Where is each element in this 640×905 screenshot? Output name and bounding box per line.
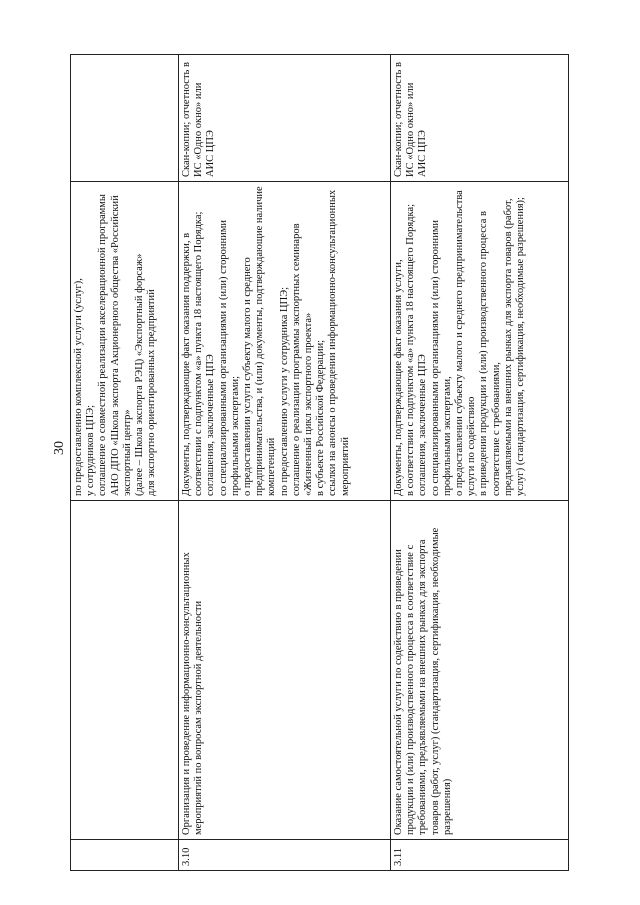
document-line: по предоставлению услуги у сотрудника ЦПЭ; (278, 286, 290, 496)
table-row (71, 55, 179, 871)
document-line: по предоставлению комплексной услуги (услуг), (73, 278, 84, 496)
service-name: Организация и проведение информационно-консультационных мероприятий по вопросам экспортной деятельности (181, 552, 205, 835)
form-cell (179, 55, 391, 182)
document-line: соглашение о реализации программы экспортных семинаров «Жизненный цикл экспортного проекта» (290, 223, 315, 496)
row-number: 3.10 (181, 847, 192, 866)
document-line: соглашения, заключенные ЦПЭ (417, 354, 429, 496)
document-line: Документы, подтверждающие факт оказания услуги, (393, 259, 404, 496)
document-line: соглашения, заключенные ЦПЭ (205, 354, 217, 496)
document-line: ссылки на анонсы о проведении информационно-консультационных мероприятий (327, 189, 351, 496)
document-line: о предоставлении субъекту малого и среднего предпринимательства услуги по содействию (454, 190, 478, 496)
document-line: о предоставлении услуги субъекту малого и среднего предпринимательства, и (или) документы, подтверждающие наличие компетенций (242, 186, 278, 496)
document-line: в субъекте Российской Федерации; (315, 339, 327, 496)
document-line: соглашение о совместной реализации акселерационной программы АНО ДПО «Школа экспорта Акционерного общества «Российский экспортный центр» (97, 194, 133, 496)
row-number-cell (391, 840, 569, 871)
documents-cell (391, 182, 569, 501)
row-number: 3.11 (393, 848, 404, 866)
rotated-table-wrapper (70, 62, 568, 871)
page-number: 30 (52, 441, 67, 455)
service-name-cell (179, 501, 391, 840)
form-cell (71, 55, 179, 182)
document-line: для экспортно ориентированных предприятий (146, 289, 158, 496)
document-line: со специализированными организациями и (или) сторонними профильными экспертами, (429, 219, 453, 496)
document-line: у сотрудников ЦПЭ; (85, 404, 97, 496)
row-number-cell (179, 840, 391, 871)
row-number-cell (71, 840, 179, 871)
document-line: в приведении продукции и (или) производственного процесса в соответствие с требованиями, (478, 211, 502, 496)
document-line: в соответствии с подпунктом «а» пункта 18 настоящего Порядка; (405, 203, 417, 496)
service-name: Оказание самостоятельной услуги по содействию в приведении продукции и (или) производственного процесса в соответствие с требованиями, предъявляемыми на внешних рынках для экспорта товаров (работ, услуг) (стандартизация, сертификация, необходимые разрешения) (393, 527, 453, 835)
service-name-cell (391, 501, 569, 840)
form-text: Скан-копии; отчетность в ИС «Одно окно» или АИС ЦПЭ (393, 62, 429, 177)
support-documents-table (70, 54, 569, 871)
table-row (179, 55, 391, 871)
form-text: Скан-копии; отчетность в ИС «Одно окно» или АИС ЦПЭ (181, 62, 217, 177)
document-line: со специализированными организациями и (или) сторонними профильными экспертами; (217, 219, 241, 496)
document-line: Документы, подтверждающие факт оказания поддержки, в соответствии с подпунктом «а» пункта 18 настоящего Порядка; (181, 211, 205, 496)
form-cell (391, 55, 569, 182)
document-line: предъявляемыми на внешних рынках для экспорта товаров (работ, услуг) (стандартизация, сертификация, необходимые разрешения); (502, 197, 527, 496)
service-name-cell (71, 501, 179, 840)
documents-cell (71, 182, 179, 501)
document-line: (далее – Школа экспорта РЭЦ) «Экспортный форсаж» (134, 253, 146, 496)
table-row (391, 55, 569, 871)
documents-cell (179, 182, 391, 501)
